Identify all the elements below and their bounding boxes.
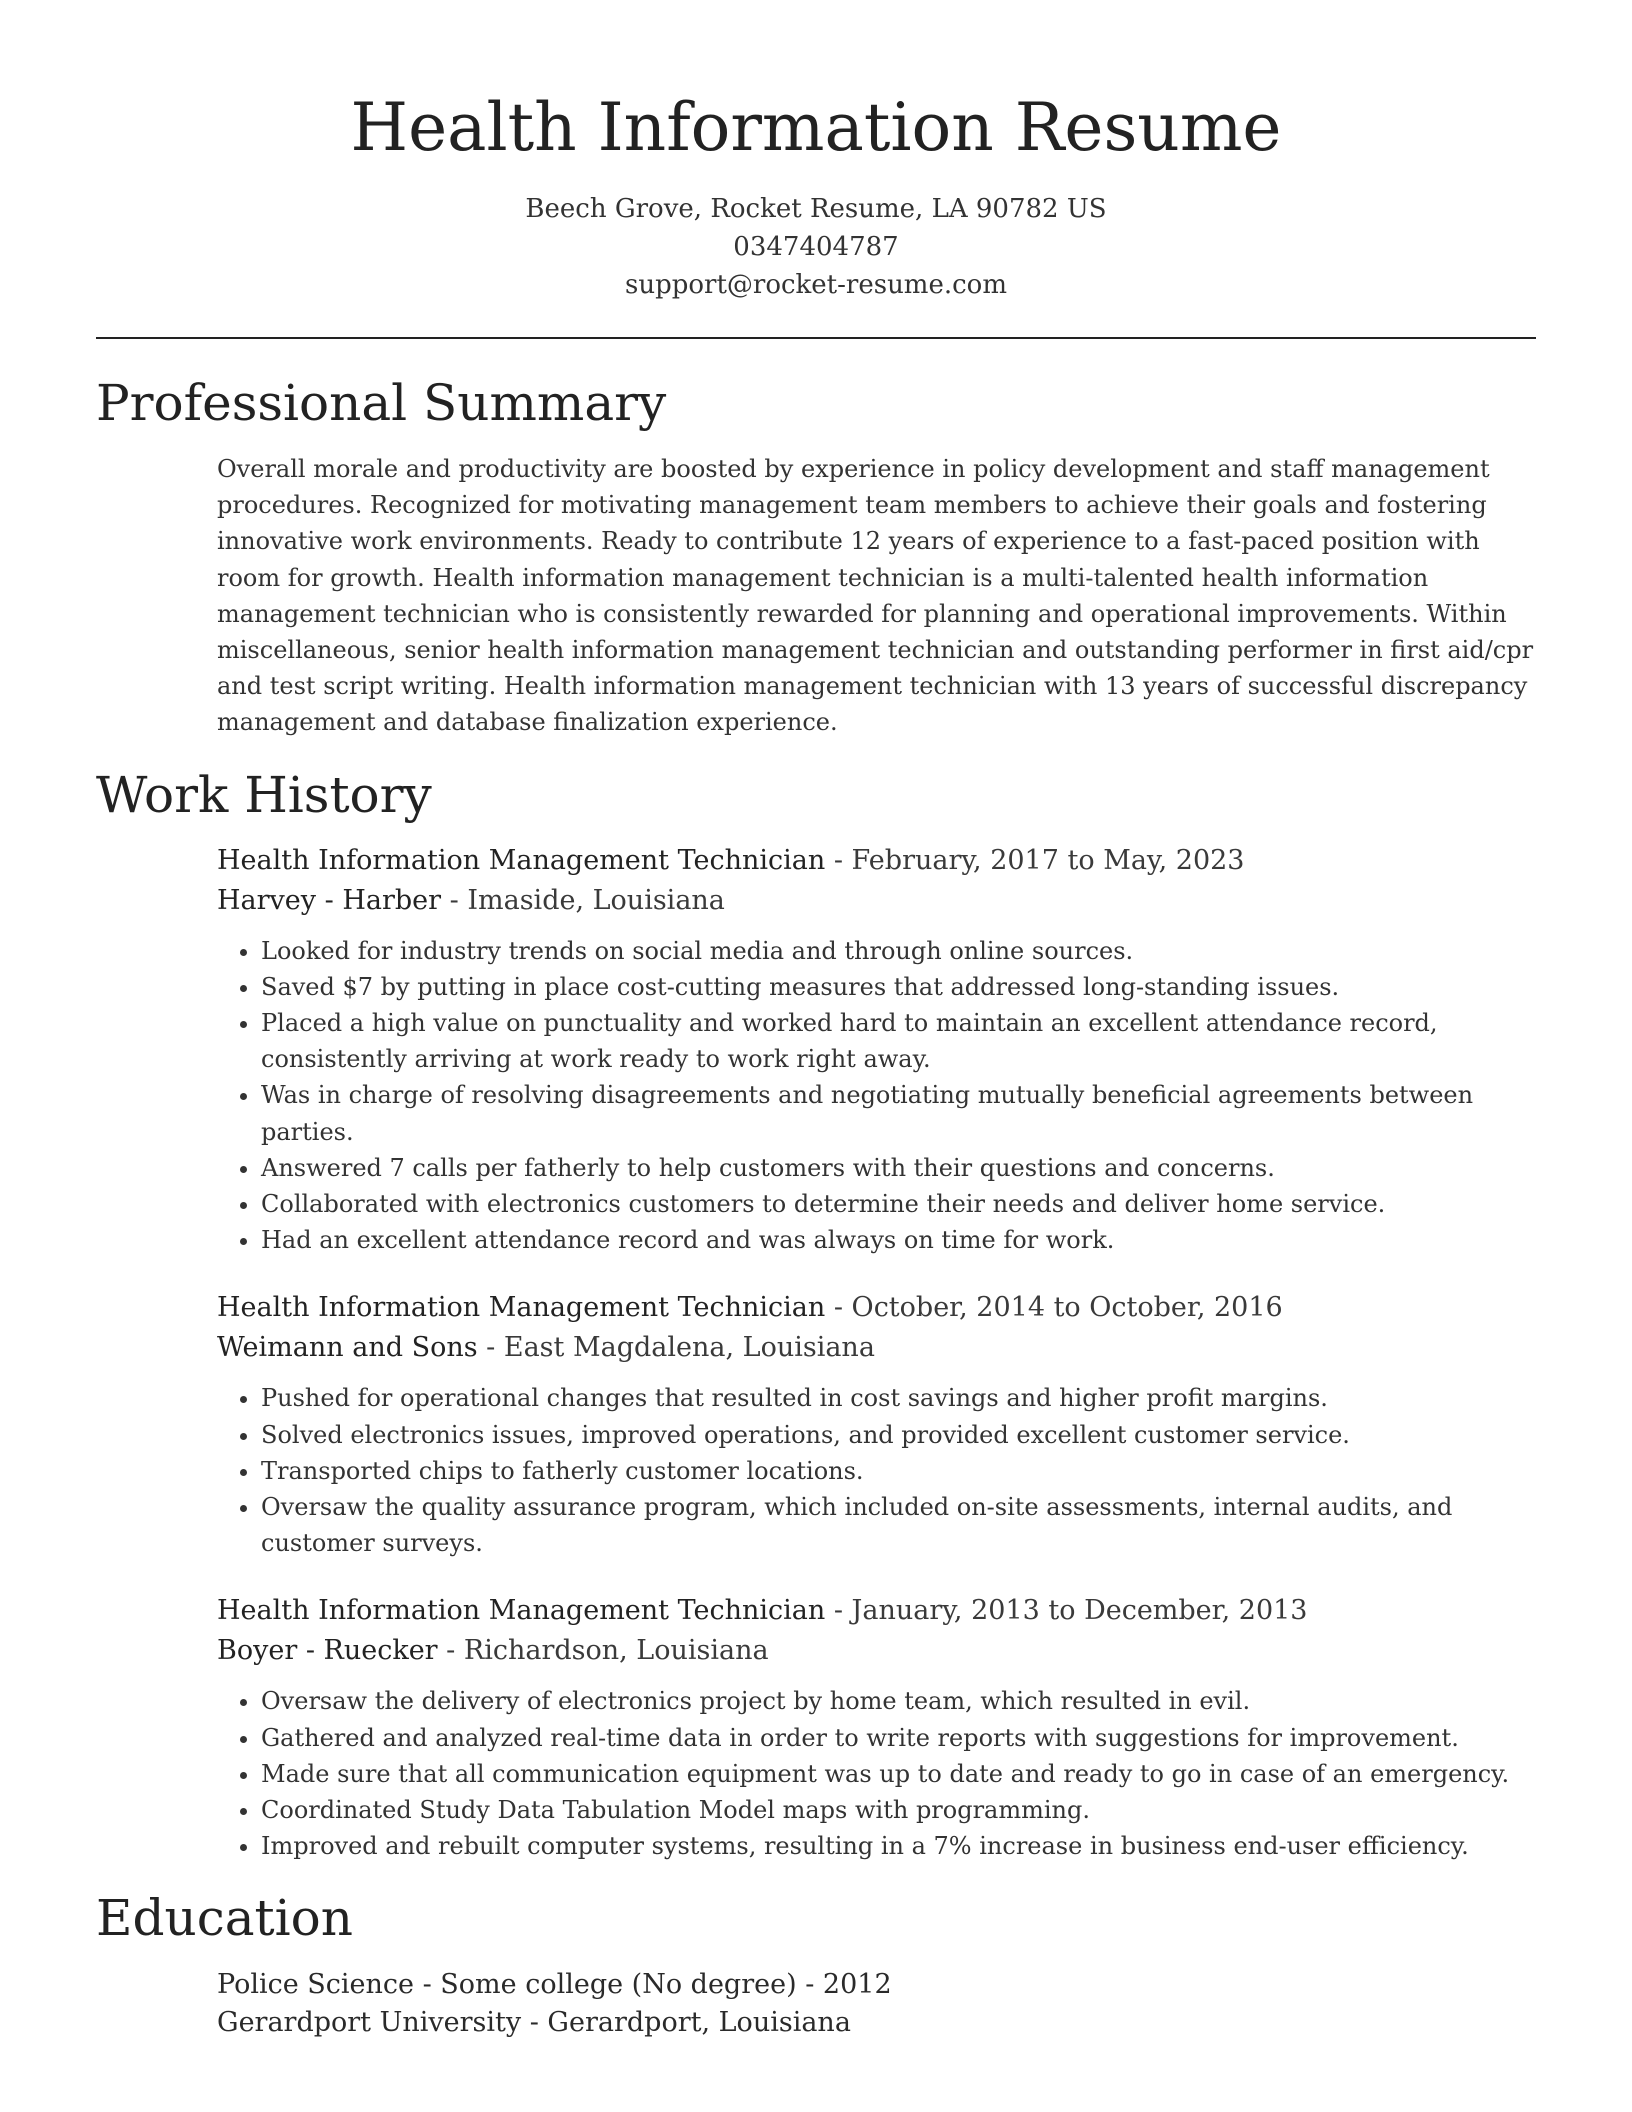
job-title-line bbox=[217, 1288, 1536, 1328]
job-bullet: • Pushed for operational changes that resulted in cost savings and higher profit margins. bbox=[261, 1380, 1536, 1416]
job-company-line bbox=[217, 1631, 1536, 1671]
job-bullet: • Looked for industry trends on social media and through online sources. bbox=[261, 933, 1536, 969]
job-location: - Richardson, Louisiana bbox=[437, 1635, 769, 1667]
education-degree: Police Science - Some college (No degree) bbox=[217, 1969, 797, 2001]
education-degree-line bbox=[217, 1966, 1536, 2004]
header-divider bbox=[96, 337, 1536, 339]
job-company-line bbox=[217, 1328, 1536, 1368]
job-bullet: • Transported chips to fatherly customer locations. bbox=[261, 1453, 1536, 1489]
job-entry bbox=[217, 1288, 1536, 1561]
job-bullet: • Answered 7 calls per fatherly to help customers with their questions and concerns. bbox=[261, 1150, 1536, 1186]
job-bullets bbox=[217, 933, 1536, 1259]
email: support@rocket-resume.com bbox=[624, 270, 1007, 300]
job-bullet: • Oversaw the quality assurance program, which included on-site assessments, internal audits, and customer surveys. bbox=[261, 1489, 1536, 1561]
job-dates: - February, 2017 to May, 2023 bbox=[825, 844, 1245, 876]
job-bullet: • Oversaw the delivery of electronics project by home team, which resulted in evil. bbox=[261, 1683, 1536, 1719]
job-bullets bbox=[217, 1683, 1536, 1864]
education-location: - Gerardport, Louisiana bbox=[521, 2007, 851, 2039]
resume-title: Health Information Resume bbox=[350, 89, 1282, 166]
education-entry bbox=[217, 1966, 1536, 2042]
job-title-line bbox=[217, 1591, 1536, 1631]
education-school: Gerardport University bbox=[217, 2007, 522, 2039]
job-bullet: • Gathered and analyzed real-time data in order to write reports with suggestions for improvement. bbox=[261, 1720, 1536, 1756]
job-bullet: • Was in charge of resolving disagreements and negotiating mutually beneficial agreements between parties. bbox=[261, 1077, 1536, 1149]
job-location: - East Magdalena, Louisiana bbox=[477, 1332, 875, 1364]
job-title: Health Information Management Technician bbox=[217, 1595, 826, 1627]
education-school-line bbox=[217, 2004, 1536, 2042]
summary-section bbox=[96, 371, 1536, 741]
job-dates: - October, 2014 to October, 2016 bbox=[825, 1292, 1283, 1324]
summary-heading: Professional Summary bbox=[96, 374, 667, 432]
job-company: Harvey - Harber bbox=[217, 884, 442, 916]
education-year: - 2012 bbox=[796, 1969, 892, 2001]
job-bullet: • Coordinated Study Data Tabulation Model maps with programming. bbox=[261, 1792, 1536, 1828]
work-history-heading: Work History bbox=[96, 765, 432, 824]
job-title: Health Information Management Technician bbox=[217, 1292, 826, 1324]
resume-header bbox=[96, 0, 1536, 304]
phone: 0347404787 bbox=[733, 232, 899, 262]
education-heading: Education bbox=[96, 1889, 353, 1948]
job-bullet: • Had an excellent attendance record and was always on time for work. bbox=[261, 1222, 1536, 1258]
job-company-line bbox=[217, 881, 1536, 921]
job-company: Boyer - Ruecker bbox=[217, 1635, 438, 1667]
job-bullet: • Saved $7 by putting in place cost-cutting measures that addressed long-standing issues. bbox=[261, 969, 1536, 1005]
job-bullets bbox=[217, 1380, 1536, 1561]
address: Beech Grove, Rocket Resume, LA 90782 US bbox=[525, 194, 1107, 224]
job-dates: - January, 2013 to December, 2013 bbox=[825, 1595, 1308, 1627]
education-section bbox=[96, 1886, 1536, 2042]
contact-info bbox=[96, 190, 1536, 304]
job-bullet: • Made sure that all communication equipment was up to date and ready to go in case of an emergency. bbox=[261, 1756, 1536, 1792]
job-title-line bbox=[217, 841, 1536, 881]
job-entry bbox=[217, 1591, 1536, 1864]
work-history-section bbox=[96, 763, 1536, 1865]
job-bullet: • Improved and rebuilt computer systems, resulting in a 7% increase in business end-user efficiency. bbox=[261, 1828, 1536, 1864]
job-bullet: • Collaborated with electronics customers to determine their needs and deliver home service. bbox=[261, 1186, 1536, 1222]
job-company: Weimann and Sons bbox=[217, 1332, 478, 1364]
job-location: - Imaside, Louisiana bbox=[441, 884, 725, 916]
job-title: Health Information Management Technician bbox=[217, 844, 826, 876]
job-bullet: • Solved electronics issues, improved operations, and provided excellent customer service. bbox=[261, 1417, 1536, 1453]
job-bullet: • Placed a high value on punctuality and worked hard to maintain an excellent attendance record, consistently arriving at work ready to work right away. bbox=[261, 1005, 1536, 1077]
job-entry bbox=[217, 841, 1536, 1259]
summary-text: Overall morale and productivity are boosted by experience in policy development and staff management procedures. Recognized for motivating management team members to achieve their goals and fostering innovative work environments. Ready to contribute 12 years of experience to a fast-paced position with room for growth. Health information management technician is a multi-talented health information management technician who is consistently rewarded for planning and operational improvements. Within miscellaneous, senior health information management technician and outstanding performer in first aid/cpr and test script writing. Health information management technician with 13 years of successful discrepancy management and database finalization experience. bbox=[217, 455, 1534, 737]
